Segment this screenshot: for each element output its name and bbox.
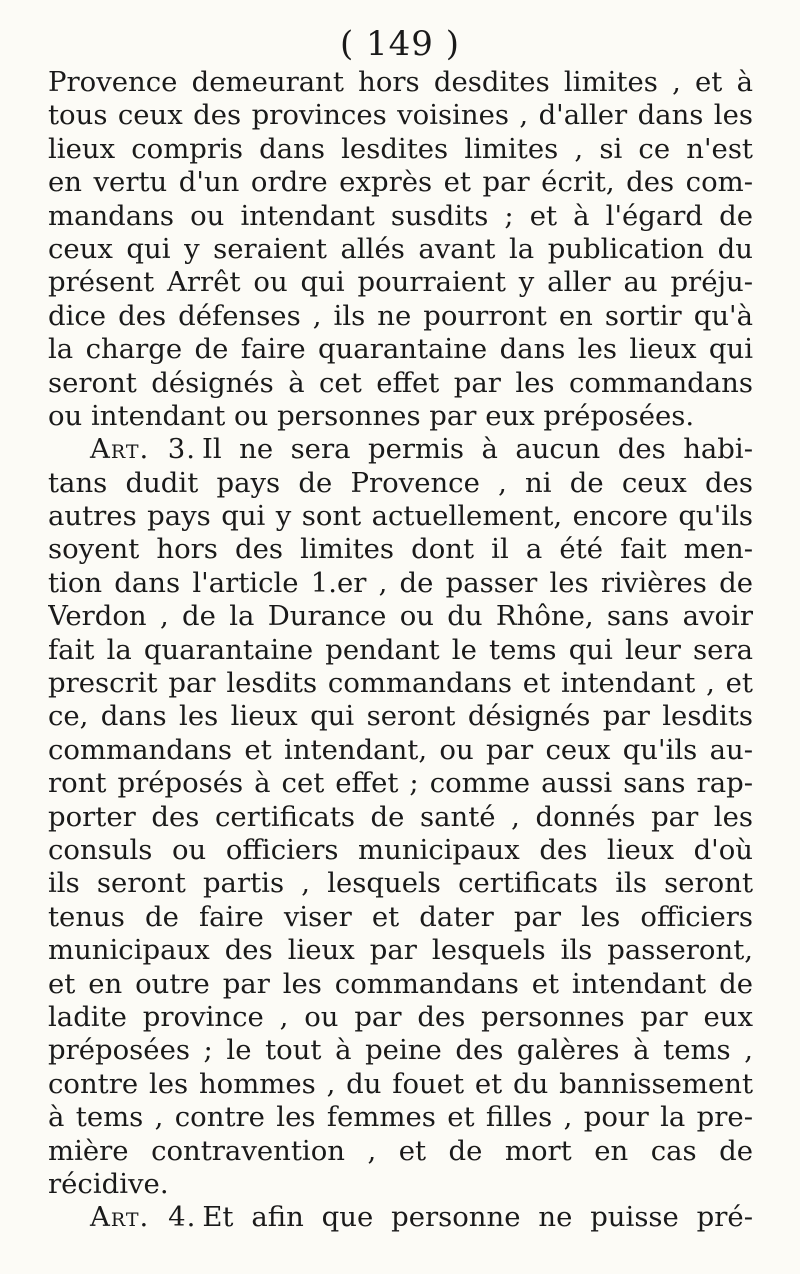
article-3-line: ront préposés à cet effet ; comme aussi sans rap- bbox=[48, 767, 753, 800]
article-3-line: autres pays qui y sont actuellement, encore qu'ils bbox=[48, 500, 753, 533]
article-3-line: tans dudit pays de Provence , ni de ceux des bbox=[48, 466, 753, 499]
text-line: lieux compris dans lesdites limites , si ce n'est bbox=[48, 132, 753, 165]
text-line: ou intendant ou personnes par eux préposées. bbox=[48, 399, 695, 432]
text-line: la charge de faire quarantaine dans les lieux qui bbox=[48, 333, 753, 366]
article-3-line: fait la quarantaine pendant le tems qui leur sera bbox=[48, 633, 753, 666]
article-3-line: commandans et intendant, ou par ceux qu'ils au- bbox=[48, 733, 753, 766]
article-3-first-line: Il ne sera permis à aucun des habi- bbox=[201, 433, 753, 466]
article-3-heading-line bbox=[48, 433, 753, 466]
text-line: mandans ou intendant susdits ; et à l'égard de bbox=[48, 199, 753, 232]
article-3-line: porter des certificats de santé , donnés par les bbox=[48, 800, 753, 833]
article-3-line: ils seront partis , lesquels certificats ils seront bbox=[48, 867, 753, 900]
article-3-line: consuls ou officiers municipaux des lieux d'où bbox=[48, 833, 753, 866]
article-3-line: prescrit par lesdits commandans et intendant , et bbox=[48, 667, 753, 700]
article-3-label: Art. 3. bbox=[90, 433, 196, 466]
text-line: dice des défenses , ils ne pourront en sortir qu'à bbox=[48, 299, 753, 332]
article-3-line: à tems , contre les femmes et filles , pour la pre- bbox=[48, 1101, 753, 1134]
text-line: présent Arrêt ou qui pourraient y aller au préju- bbox=[48, 266, 753, 299]
text-line: ceux qui y seraient allés avant la publication du bbox=[48, 232, 753, 265]
article-3-line: ce, dans les lieux qui seront désignés par lesdits bbox=[48, 700, 753, 733]
article-3-line: récidive. bbox=[48, 1167, 169, 1200]
text-line: Provence demeurant hors desdites limites , et à bbox=[48, 66, 753, 98]
text-line: seront désignés à cet effet par les commandans bbox=[48, 366, 753, 399]
page-number: ( 149 ) bbox=[339, 24, 461, 64]
article-3-line: municipaux des lieux par lesquels ils passeront, bbox=[48, 934, 753, 967]
article-3-line: tion dans l'article 1.er , de passer les rivières de bbox=[48, 566, 753, 599]
article-4-first-line: Et afin que personne ne puisse pré- bbox=[202, 1201, 753, 1234]
article-3-line: préposées ; le tout à peine des galères à tems , bbox=[48, 1034, 753, 1067]
article-3-line: et en outre par les commandans et intendant de bbox=[48, 967, 753, 1000]
body-text bbox=[48, 66, 753, 1235]
article-3-line: Verdon , de la Durance ou du Rhône, sans avoir bbox=[48, 600, 753, 633]
text-line: tous ceux des provinces voisines , d'aller dans les bbox=[48, 99, 753, 132]
article-3-line: contre les hommes , du fouet et du bannissement bbox=[48, 1067, 753, 1100]
article-3-line: soyent hors des limites dont il a été fait men- bbox=[48, 533, 753, 566]
article-3-line: ladite province , ou par des personnes par eux bbox=[48, 1000, 753, 1033]
article-4-label: Art. 4. bbox=[90, 1201, 197, 1234]
article-3-line: tenus de faire viser et dater par les officiers bbox=[48, 900, 753, 933]
article-3-line: mière contravention , et de mort en cas de bbox=[48, 1134, 753, 1167]
text-line: en vertu d'un ordre exprès et par écrit, des com- bbox=[48, 166, 753, 199]
article-4-heading-line bbox=[48, 1201, 753, 1234]
